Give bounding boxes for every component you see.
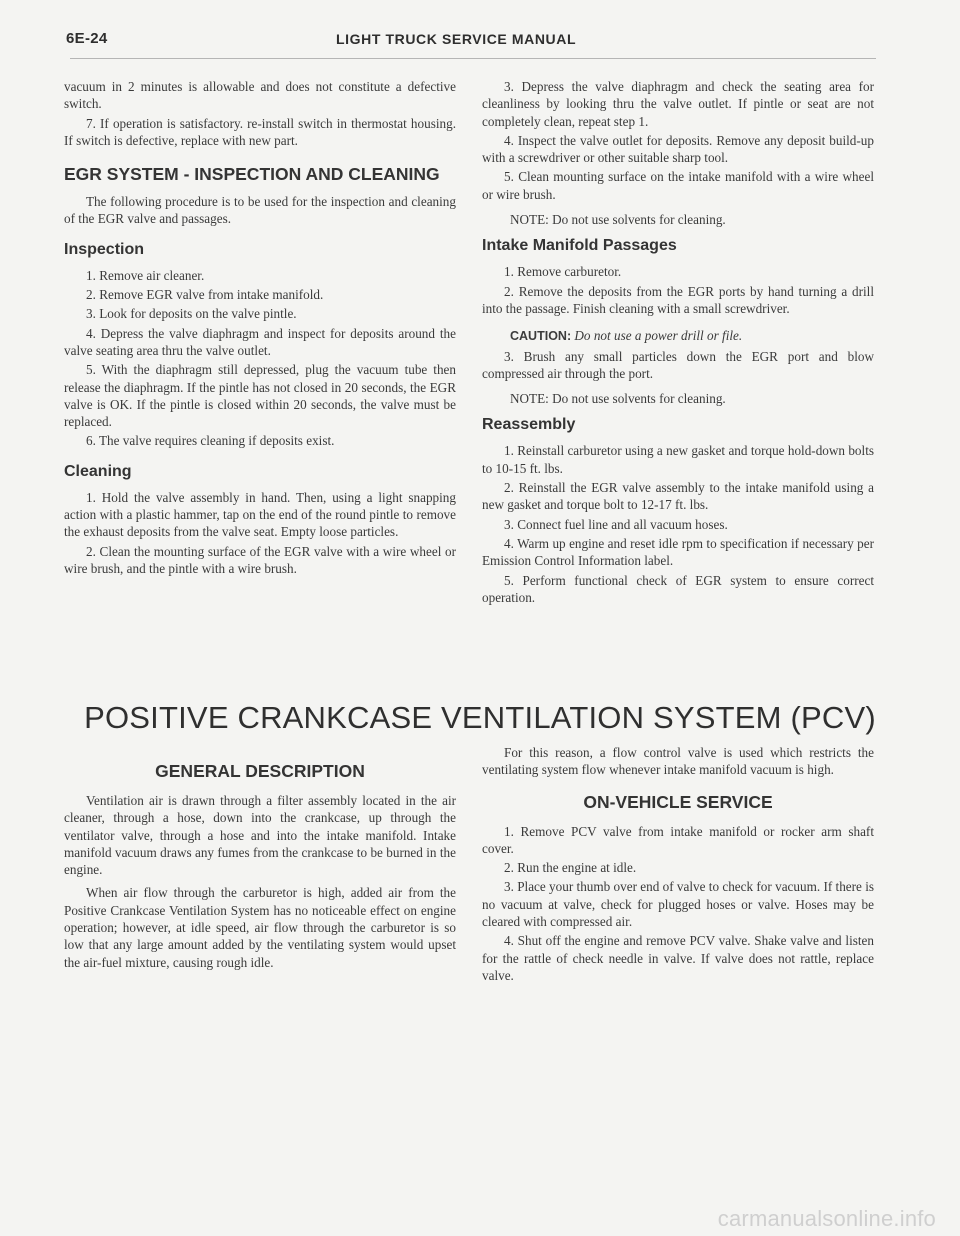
reassembly-heading: Reassembly bbox=[482, 416, 576, 434]
caution-label: CAUTION: bbox=[510, 329, 572, 344]
intake-step: 3. Brush any small particles down the EGR port and blow compressed air through the port. bbox=[482, 348, 874, 381]
pcv-left-column bbox=[64, 760, 456, 973]
general-description-heading: GENERAL DESCRIPTION bbox=[155, 761, 365, 781]
intake-manifold-heading: Intake Manifold Passages bbox=[482, 237, 677, 255]
inspection-step: 1. Remove air cleaner. bbox=[86, 267, 205, 283]
note-solvents: NOTE: Do not use solvents for cleaning. bbox=[510, 212, 726, 228]
inspection-heading: Inspection bbox=[64, 240, 145, 258]
reassembly-step: 5. Perform functional check of EGR system to ensure correct operation. bbox=[482, 572, 874, 605]
service-step: 2. Run the engine at idle. bbox=[504, 860, 637, 876]
general-paragraph: Ventilation air is drawn through a filter assembly located in the air cleaner, through a hose, down into the crankcase, up through the ventilator valve, through a hose and into the intake manifold. Intake manifold vacuum draws any fumes from the crankcase to be burned in the engine. bbox=[64, 793, 456, 878]
intake-step: 2. Remove the deposits from the EGR ports by hand turning a drill into the passage. Finish cleaning with a small screwdriver. bbox=[482, 283, 874, 316]
inspection-step: 5. With the diaphragm still depressed, plug the vacuum tube then release the diaphragm. If the pintle has not closed in 20 seconds, the EGR valve is OK. If the pintle is closed within 20 seconds, the valve must be replaced. bbox=[64, 362, 456, 430]
pcv-section-title: POSITIVE CRANKCASE VENTILATION SYSTEM (PCV) bbox=[84, 700, 876, 735]
page-number: 6E-24 bbox=[66, 30, 108, 47]
service-step: 4. Shut off the engine and remove PCV valve. Shake valve and listen for the rattle of check needle in valve. If valve does not rattle, replace valve. bbox=[482, 933, 874, 983]
general-paragraph: For this reason, a flow control valve is used which restricts the ventilating system flow whenever intake manifold vacuum is high. bbox=[482, 745, 874, 778]
inspection-step: 6. The valve requires cleaning if deposits exist. bbox=[86, 433, 335, 449]
paragraph-step7: 7. If operation is satisfactory. re-install switch in thermostat housing. If switch is defective, replace with new part. bbox=[64, 115, 456, 148]
running-title: LIGHT TRUCK SERVICE MANUAL bbox=[336, 31, 577, 47]
inspection-step: 4. Depress the valve diaphragm and inspect for deposits around the valve seating area thru the valve outlet. bbox=[64, 325, 456, 358]
reassembly-step: 3. Connect fuel line and all vacuum hoses. bbox=[504, 516, 728, 532]
right-column bbox=[482, 78, 874, 608]
cleaning-step: 3. Depress the valve diaphragm and check the seating area for cleanliness by looking thru the valve outlet. If pintle or seat are not completely clean, repeat step 1. bbox=[482, 79, 874, 129]
inspection-step: 3. Look for deposits on the valve pintle. bbox=[86, 306, 297, 322]
service-step: 3. Place your thumb over end of valve to check for vacuum. If there is no vacuum at valve, check for plugged hoses or valve. Hoses may be cleared with compressed air. bbox=[482, 879, 874, 930]
intake-step: 1. Remove carburetor. bbox=[504, 264, 622, 280]
left-column bbox=[64, 78, 456, 579]
general-paragraph: When air flow through the carburetor is high, added air from the Positive Crankcase Ventilation System has no noticeable effect on engine operation; however, at idle speed, air flow through the carburetor is so low that any large amount added by the ventilating system would upset the air-fuel mixture, causing rough idle. bbox=[64, 885, 456, 970]
reassembly-step: 4. Warm up engine and reset idle rpm to specification if necessary per Emission Control Information label. bbox=[482, 535, 874, 569]
service-step: 1. Remove PCV valve from intake manifold or rocker arm shaft cover. bbox=[482, 823, 874, 856]
cleaning-step: 2. Clean the mounting surface of the EGR valve with a wire wheel or wire brush, and the pintle with a wire brush. bbox=[64, 543, 456, 576]
on-vehicle-service-heading: ON-VEHICLE SERVICE bbox=[583, 791, 773, 812]
cleaning-step: 1. Hold the valve assembly in hand. Then, using a light snapping action with a plastic hammer, tap on the end of the round pintle to remove the exhaust deposits from the valve seat. Empty loose particles. bbox=[64, 489, 456, 540]
egr-section-heading: EGR SYSTEM - INSPECTION AND CLEANING bbox=[64, 164, 440, 185]
caution-text: Do not use a power drill or file. bbox=[574, 328, 743, 344]
header-rule bbox=[70, 58, 876, 59]
reassembly-step: 1. Reinstall carburetor using a new gasket and torque hold-down bolts to 10-15 ft. lbs. bbox=[482, 443, 874, 476]
egr-intro: The following procedure is to be used for the inspection and cleaning of the EGR valve and passages. bbox=[64, 194, 456, 227]
page-header bbox=[0, 0, 960, 60]
cleaning-step: 5. Clean mounting surface on the intake manifold with a wire wheel or wire brush. bbox=[482, 169, 874, 202]
caution-note bbox=[482, 327, 874, 345]
pcv-right-column bbox=[482, 744, 874, 986]
inspection-step: 2. Remove EGR valve from intake manifold. bbox=[86, 287, 324, 303]
cleaning-step: 4. Inspect the valve outlet for deposits. Remove any deposit build-up with a screwdriver or other suitable sharp tool. bbox=[482, 132, 874, 166]
cleaning-heading: Cleaning bbox=[64, 462, 132, 480]
reassembly-step: 2. Reinstall the EGR valve assembly to the intake manifold using a new gasket and torque bolt to 12-17 ft. lbs. bbox=[482, 480, 874, 513]
paragraph-intro: vacuum in 2 minutes is allowable and does not constitute a defective switch. bbox=[64, 79, 456, 112]
note-solvents: NOTE: Do not use solvents for cleaning. bbox=[510, 391, 726, 407]
watermark: carmanualsonline.info bbox=[717, 1206, 936, 1231]
